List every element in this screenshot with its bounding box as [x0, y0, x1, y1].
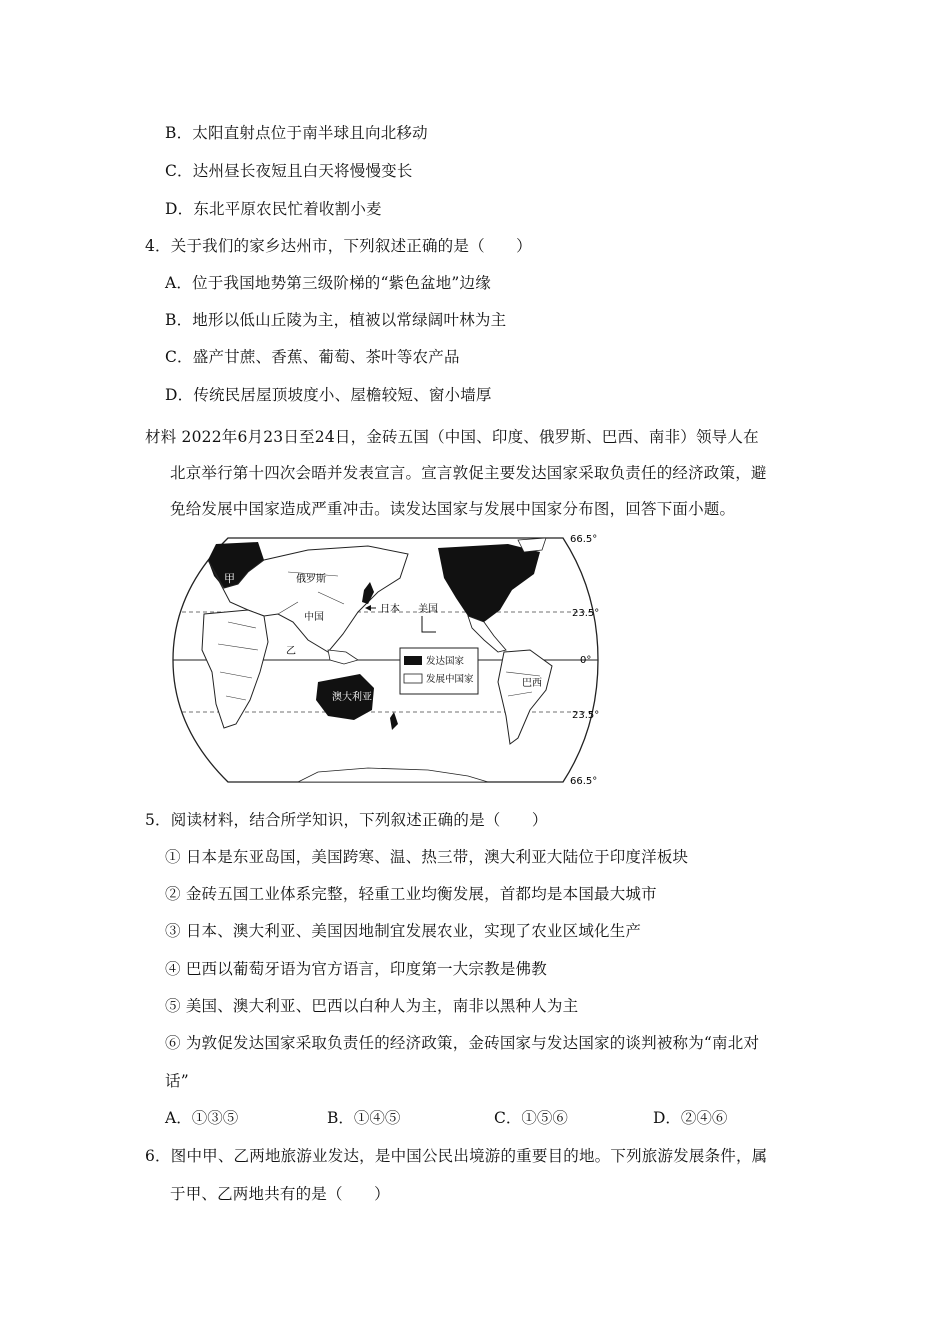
lat-label-66s: 66.5°: [570, 776, 598, 787]
q3-option-c: C．达州昼长夜短且白天将慢慢变长: [165, 162, 413, 180]
lat-label-0: 0°: [580, 655, 592, 666]
q5-choice-d: D．②④⑥: [653, 1109, 728, 1127]
q4-option-a: A．位于我国地势第三级阶梯的“紫色盆地”边缘: [165, 274, 491, 292]
label-yi: 乙: [286, 646, 296, 657]
q4-option-d: D．传统民居屋顶坡度小、屋檐较短、窗小墙厚: [165, 386, 492, 404]
label-japan: 日本: [380, 604, 400, 615]
q5-item-6-cont: 话”: [165, 1072, 189, 1090]
legend-swatch-developed: [404, 656, 422, 665]
q5-choice-c: C．①⑤⑥: [494, 1109, 568, 1127]
material-line-2: 北京举行第十四次会晤并发表宣言。宣言敦促主要发达国家采取负责任的经济政策，避: [170, 464, 767, 482]
lat-label-23n: 23.5°: [572, 608, 600, 619]
q6-stem-line-2: 于甲、乙两地共有的是（ ）: [170, 1185, 390, 1203]
lat-label-23s: 23.5°: [572, 710, 600, 721]
label-china: 中国: [304, 612, 324, 623]
legend-swatch-developing: [404, 674, 422, 683]
q5-stem: 5．阅读材料，结合所学知识，下列叙述正确的是（ ）: [145, 811, 548, 829]
q5-item-1: ① 日本是东亚岛国，美国跨寒、温、热三带，澳大利亚大陆位于印度洋板块: [165, 848, 689, 866]
q3-option-b: B．太阳直射点位于南半球且向北移动: [165, 124, 428, 142]
label-jia: 甲: [224, 572, 235, 585]
world-map-figure: [168, 532, 608, 788]
q5-item-2: ② 金砖五国工业体系完整，轻重工业均衡发展，首都均是本国最大城市: [165, 885, 657, 903]
label-usa: 美国: [418, 604, 438, 615]
legend-box: [400, 648, 478, 694]
q5-choice-a: A．①③⑤: [165, 1109, 239, 1127]
legend-label-developing: 发展中国家: [426, 674, 474, 685]
q3-option-d: D．东北平原农民忙着收割小麦: [165, 200, 382, 218]
material-line-1: 材料 2022年6月23日至24日，金砖五国（中国、印度、俄罗斯、巴西、南非）领导人在: [145, 428, 759, 446]
material-line-3: 免给发展中国家造成严重冲击。读发达国家与发展中国家分布图，回答下面小题。: [170, 500, 736, 518]
q4-stem: 4．关于我们的家乡达州市，下列叙述正确的是（ ）: [145, 237, 532, 255]
q4-option-c: C．盛产甘蔗、香蕉、葡萄、茶叶等农产品: [165, 348, 460, 366]
label-australia: 澳大利亚: [332, 692, 372, 703]
q5-item-6: ⑥ 为敦促发达国家采取负责任的经济政策，金砖国家与发达国家的谈判被称为“南北对: [165, 1034, 760, 1052]
label-russia: 俄罗斯: [296, 574, 326, 585]
q5-item-5: ⑤ 美国、澳大利亚、巴西以白种人为主，南非以黑种人为主: [165, 997, 579, 1015]
q5-item-3: ③ 日本、澳大利亚、美国因地制宜发展农业，实现了农业区域化生产: [165, 922, 642, 940]
q6-stem-line-1: 6．图中甲、乙两地旅游业发达，是中国公民出境游的重要目的地。下列旅游发展条件，属: [145, 1147, 768, 1165]
q5-choice-b: B．①④⑤: [327, 1109, 401, 1127]
label-brazil: 巴西: [522, 678, 542, 689]
lat-label-66n: 66.5°: [570, 534, 598, 545]
q5-item-4: ④ 巴西以葡萄牙语为官方语言，印度第一大宗教是佛教: [165, 960, 547, 978]
legend-label-developed: 发达国家: [426, 656, 465, 667]
q4-option-b: B．地形以低山丘陵为主，植被以常绿阔叶林为主: [165, 311, 507, 329]
